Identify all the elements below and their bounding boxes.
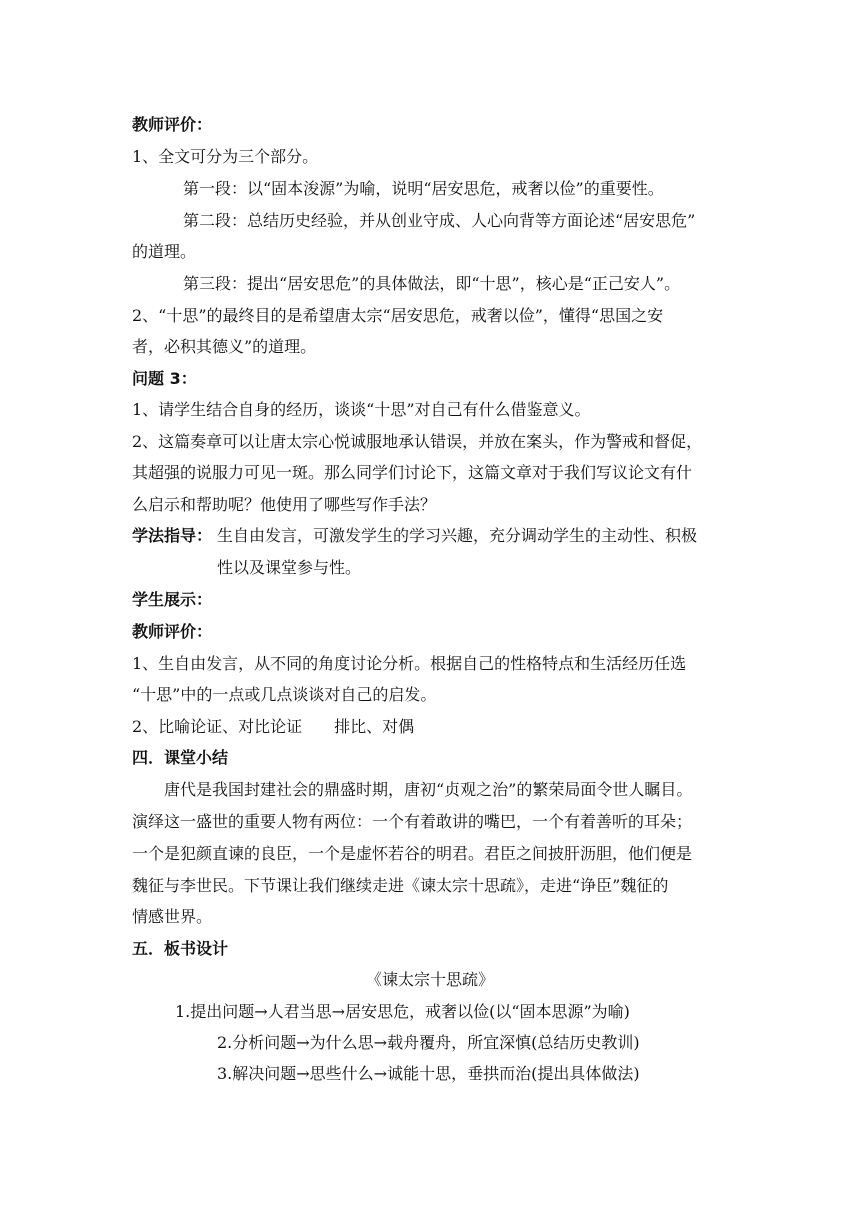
heading-study-guide: 学法指导：	[132, 526, 213, 545]
text-line: 2、“十思”的最终目的是希望唐太宗“居安思危，戒奢以俭”，懂得“思国之安	[132, 306, 664, 325]
text-line: 性以及课堂参与性。	[217, 558, 362, 577]
text-line: 么启示和帮助呢？他使用了哪些写作手法？	[132, 495, 437, 514]
text-line: 第一段：以“固本浚源”为喻，说明“居安思危，戒奢以俭”的重要性。	[183, 179, 664, 198]
text-line: 其超强的说服力可见一斑。那么同学们讨论下，这篇文章对于我们写议论文有什	[132, 463, 693, 482]
text-line: 1、请学生结合自身的经历，谈谈“十思”对自己有什么借鉴意义。	[132, 400, 591, 419]
heading-student-show: 学生展示：	[132, 590, 213, 609]
text-line: 第二段：总结历史经验，并从创业守成、人心向背等方面论述“居安思危”	[183, 211, 696, 230]
text-line: 2、这篇奏章可以让唐太宗心悦诚服地承认错误，并放在案头，作为警戒和督促，	[132, 432, 703, 451]
text-line: 一个是犯颜直谏的良臣，一个是虚怀若谷的明君。君臣之间披肝沥胆，他们便是	[132, 844, 693, 863]
board-title: 《谏太宗十思疏》	[365, 970, 494, 989]
text-line: 1、生自由发言，从不同的角度讨论分析。根据自己的性格特点和生活经历任选	[132, 654, 687, 673]
text-line: 的道理。	[132, 242, 197, 261]
heading-question-3: 问题 3：	[132, 369, 197, 388]
heading-class-summary: 四．课堂小结	[132, 748, 229, 767]
heading-teacher-eval-1: 教师评价：	[132, 115, 213, 134]
text-line: 1、全文可分为三个部分。	[132, 147, 319, 166]
board-line-2: 2.分析问题→为什么思→载舟覆舟，所宜深慎(总结历史教训)	[217, 1033, 640, 1052]
text-line: 演绎这一盛世的重要人物有两位：一个有着敢讲的嘴巴，一个有着善听的耳朵；	[132, 812, 693, 831]
text-line: 第三段：提出“居安思危”的具体做法，即“十思”，核心是“正己安人”。	[183, 274, 681, 293]
heading-board-design: 五．板书设计	[132, 939, 229, 958]
text-line: 魏征与李世民。下节课让我们继续走进《谏太宗十思疏》，走进“诤臣”魏征的	[132, 876, 669, 895]
board-line-1: 1.提出问题→人君当思→居安思危，戒奢以俭(以“固本思源”为喻)	[175, 1002, 630, 1021]
board-line-3: 3.解决问题→思些什么→诚能十思，垂拱而治(提出具体做法)	[217, 1064, 640, 1083]
heading-teacher-eval-2: 教师评价：	[132, 622, 213, 641]
text-line: 唐代是我国封建社会的鼎盛时期，唐初“贞观之治”的繁荣局面令世人瞩目。	[164, 780, 693, 799]
text-line: “十思”中的一点或几点谈谈对自己的启发。	[132, 685, 437, 704]
text-line: 2、比喻论证、对比论证 排比、对偶	[132, 717, 415, 736]
text-line: 者，必积其德义”的道理。	[132, 337, 317, 356]
text-line: 生自由发言，可激发学生的学习兴趣，充分调动学生的主动性、积极	[217, 526, 698, 545]
text-line: 情感世界。	[132, 907, 213, 926]
